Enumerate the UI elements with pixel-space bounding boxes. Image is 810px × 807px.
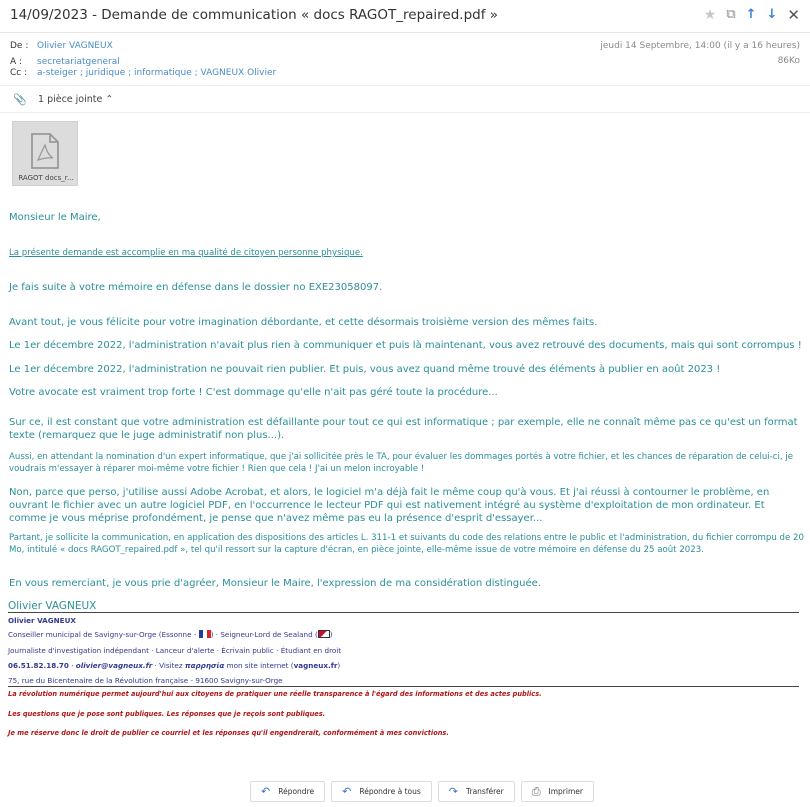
reply-label: Répondre (278, 787, 315, 796)
to-row (10, 57, 800, 69)
body-paragraph-9: Non, parce que perso, j'utilise aussi Adobe Acrobat, et alors, le logiciel m'a déjà fait le même coup qu'à vous. Et j'ai réussi à contourner le problème, en ouvrant le fichier avec un autre logiciel PDF, en l'occurrence le lecteur PDF qui est nativement intégré au système d'exploitation de mon ordinateur. Et comme je vous méprise profondément, je pense que n'avez même pas eu la présence d'esprit d'essayer... (9, 487, 770, 524)
printer-icon: ⎙ (531, 784, 541, 798)
body-paragraph-4: Le 1er décembre 2022, l'administration n'avait plus rien à communiquer et puis là maintenant, vous avez retrouvé des documents, mais qui sont corrompus ! (9, 340, 802, 351)
attachment-filename: RAGOT docs_r... (18, 174, 74, 182)
popout-icon[interactable]: ⧉ (726, 7, 736, 22)
signature-red-2: Les questions que je pose sont publiques. Les réponses que je reçois sont publiques. (8, 710, 326, 718)
reply-all-button[interactable] (331, 781, 432, 802)
body-paragraph-6: Votre avocate est vraiment trop forte ! C'est dommage qu'elle n'ait pas géré toute la procédure... (9, 387, 498, 398)
print-button[interactable] (521, 781, 594, 802)
signature-name: Olivier VAGNEUX (8, 600, 97, 612)
sig-visit: · Visitez (152, 661, 185, 670)
signature-phone[interactable]: 06.51.82.18.70 (8, 661, 69, 670)
signature-divider (8, 612, 799, 613)
email-date: jeudi 14 Septembre, 14:00 (il y a 16 heures) (600, 41, 800, 51)
header-actions (704, 7, 800, 23)
body-paragraph-5: Le 1er décembre 2022, l'administration ne pouvait rien publier. Et puis, vous avez quand même trouvé des éléments à publier en août 2023 ! (9, 364, 721, 375)
signature-red-3: Je me réserve donc le droit de publier ce courriel et les réponses qu'il engendrerait, conformément à mes convictions. (8, 729, 449, 737)
signature-line-2: Journaliste d'investigation indépendant · Lanceur d'alerte · Écrivain public · Étudiant en droit (8, 646, 342, 655)
reply-all-label: Répondre à tous (359, 787, 421, 796)
paperclip-icon: 📎 (13, 93, 27, 106)
closing: En vous remerciant, je vous prie d'agréer, Monsieur le Maire, l'expression de ma considération distinguée. (9, 578, 541, 589)
reply-all-icon: ↶ (342, 785, 352, 798)
forward-icon: ↷ (448, 785, 458, 798)
body-paragraph-10: Partant, je sollicite la communication, en application des dispositions des articles L. 311-1 et suivants du code des relations entre le public et l'administration, du fichier corrompu de 20 Mo, intitulé « docs RAGOT_repaired.pdf », tel qu'il ressort sur la capture d'écran, en pièce jointe, elle-même issue de votre mémoire en défense du 25 août 2023. (9, 533, 804, 555)
close-icon[interactable]: ✕ (787, 6, 800, 24)
arrow-up-icon[interactable]: ↑ (745, 7, 757, 22)
attachment-thumbnail[interactable] (12, 121, 78, 186)
sealand-flag-icon (318, 630, 330, 638)
email-subject: 14/09/2023 - Demande de communication « docs RAGOT_repaired.pdf » (10, 7, 499, 23)
france-flag-icon (199, 630, 211, 638)
greeting: Monsieur le Maire, (9, 212, 101, 223)
signature-line-1 (8, 630, 799, 639)
from-value[interactable]: Olivier VAGNEUX (37, 41, 113, 51)
sig-line1-c: ) (329, 630, 333, 639)
signature-name-bold (8, 616, 799, 625)
arrow-down-icon[interactable]: ↓ (766, 7, 778, 22)
reply-button[interactable] (250, 781, 325, 802)
email-size: 86Ko (777, 56, 800, 66)
footer-actions (250, 781, 594, 802)
signature-address: 75, rue du Bicentenaire de la Révolution française - 91600 Savigny-sur-Orge (8, 676, 283, 685)
attachment-toggle[interactable] (38, 94, 113, 105)
sig-site-end: ) (337, 661, 341, 670)
attachment-count-label: 1 pièce jointe (38, 94, 103, 105)
star-icon[interactable]: ★ (703, 7, 717, 23)
chevron-up-icon: ⌃ (105, 94, 114, 105)
to-value[interactable]: secretariatgeneral (37, 56, 120, 67)
email-meta (10, 41, 800, 80)
signature-brand: παρρησία (184, 661, 225, 670)
from-label: De : (10, 41, 29, 51)
signature-red-1: La révolution numérique permet aujourd'hui aux citoyens de pratiquer une réelle transparence à l'égard des informations et des actes publics. (8, 690, 542, 698)
signature-line-3: 06.51.82.18.70 · olivier@vagneux.fr · Visitez παρρησία mon site internet (vagneux.fr) (8, 661, 341, 670)
cc-row (10, 68, 800, 80)
body-paragraph-2: Je fais suite à votre mémoire en défense dans le dossier no EXE23058097. (9, 282, 383, 293)
forward-button[interactable] (438, 781, 515, 802)
body-paragraph-8: Aussi, en attendant la nomination d'un expert informatique, que j'ai sollicitée près le TA, pour évaluer les dommages portés à votre fichier, et les chances de réparation de celui-ci, je voudrais m'essayer à réparer moi-même votre fichier ! Rien que cela ! J'ai un melon incroyable ! (9, 452, 794, 474)
cc-value[interactable]: a-steiger ; juridique ; informatique ; VAGNEUX Olivier (37, 68, 277, 78)
signature-email[interactable]: olivier@vagneux.fr (75, 661, 153, 670)
sig-line1-b: ) · Seigneur-Lord de Sealand ( (210, 630, 318, 639)
to-label: A : (10, 56, 23, 67)
print-label: Imprimer (548, 787, 583, 796)
sig-site-text: mon site internet ( (224, 661, 294, 670)
cc-label: Cc : (10, 68, 28, 78)
signature-bold-name: Olivier VAGNEUX (8, 616, 76, 625)
reply-icon: ↶ (261, 785, 271, 798)
body-paragraph-7: Sur ce, il est constant que votre administration est défaillante pour tout ce qui est informatique ; par exemple, elle ne connaît même pas ce qu'est un format texte (remarquez que le juge administratif non plus...). (9, 417, 798, 441)
signature-divider-2 (8, 686, 799, 687)
forward-label: Transférer (466, 787, 504, 796)
body-paragraph-1: La présente demande est accomplie en ma qualité de citoyen personne physique. (9, 248, 363, 258)
signature-site-link[interactable]: vagneux.fr (293, 661, 338, 670)
subject-bar (0, 0, 810, 33)
sig-line1-a: Conseiller municipal de Savigny-sur-Orge (Essonne - (8, 630, 199, 639)
pdf-file-icon (30, 133, 60, 169)
body-paragraph-3: Avant tout, je vous félicite pour votre imagination débordante, et cette désormais troisième version des mêmes faits. (9, 317, 598, 328)
attachment-bar (0, 85, 810, 113)
